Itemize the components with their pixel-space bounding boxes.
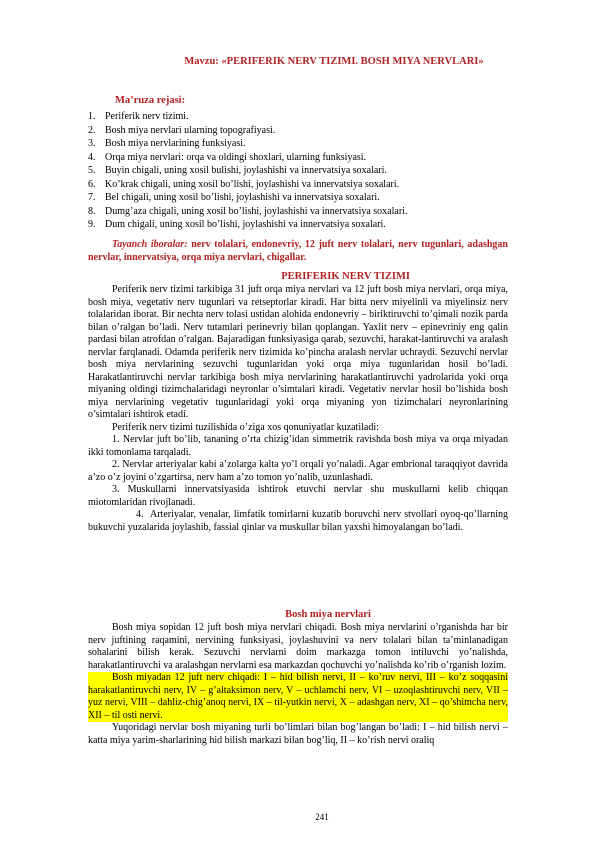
keywords-label: Tayanch iboralar: bbox=[112, 239, 188, 250]
plan-item-number: 7. bbox=[88, 192, 96, 203]
section-heading-peripheral: PERIFERIK NERV TIZIMI bbox=[281, 271, 410, 282]
paragraph: Yuqoridagi nervlar bosh miyaning turli bo’limlari bilan bog’langan bo’ladi: I – hid bilish nervi – katta miya yarim-sharlarining hid bilish markazi bilan bog’liq, II – ko’rish nervi oraliq bbox=[88, 722, 508, 746]
plan-item bbox=[88, 205, 407, 219]
plan-item-text: Ko’krak chigali, uning xosil bo’lishi, joylashishi va innervatsiya soxalari. bbox=[105, 178, 400, 190]
plan-item-text: Bosh miya nervlari ularning topografiyasi. bbox=[105, 124, 276, 136]
section-heading-cranial: Bosh miya nervlari bbox=[285, 609, 371, 620]
plan-item-text: Bosh miya nervlarining funksiyasi. bbox=[105, 138, 246, 149]
page-number: 241 bbox=[315, 812, 329, 822]
plan-item-text: Orqa miya nervlari: orqa va oldingi shoxlari, ularning funksiyasi. bbox=[105, 151, 367, 163]
plan-item bbox=[88, 124, 407, 138]
plan-item-text: Buyin chigali, uning xosil bulishi, joylashishi va innervatsiya soxalari. bbox=[105, 165, 387, 176]
plan-item bbox=[88, 191, 407, 205]
paragraph: Periferik nerv tizimi tarkibiga 31 juft orqa miya nervlari va 12 juft bosh miya nervlari, orqa miya, bosh miya, vegetativ nerv tugunlari va retseptorlar kiradi. Har bitta nerv miyelinli va miyelinsiz nerv tolalaridan iborat. Bir nechta nerv tolasi ustidan alohida endonevriy – biriktiruvchi to’qimali nozik parda bilan o’ralgan bo’ladi. Nerv tutamlari perinevriy bilan qoplangan. Yaxlit nerv – epinevriniy eng qalin pardasi bilan atrofdan o’ralgan. Bajaradigan funksiyasiga qarab, sezuvchi, harakat-lantiruvchi va aralash nervlar farqlanadi. Odamda periferik nerv tizimida ko’pincha aralash nervlar uchraydi. Sezuvchi nervlar bosh miya nervlarining sezuvchi tugunlaridan yoki orqa miya tugunlaridan hosil bo’ladi. Harakatlantiruvchi nervlar tarkibiga bosh miya nervlarining harakatlantiruvchi yadrolarida yoki orqa miyaning oldingi tizimchalaridagi neyronlar o’simtalari kiradi. Vegetativ nervlar hosil bo’lishida bosh miya nervlarining vegetativ tugunlaridagi yoki orqa miyaning yon tizimchalari neyronlarining o’simtalari ishtirok etadi. bbox=[88, 284, 508, 420]
section-peripheral-body bbox=[88, 284, 508, 534]
plan-item-number: 2. bbox=[88, 124, 96, 136]
plan-item bbox=[88, 164, 407, 178]
list-item: 2. Nervlar arteriyalar kabi a’zolarga kalta yo’l orqali yo’naladi. Agar embrional taraqqiyot davrida a’zo o’z joyini o’zgartirsa, nerv ham a’zo tomon yo’nalib, uzunlashadi. bbox=[88, 459, 508, 483]
plan-item bbox=[88, 151, 407, 165]
lecture-plan-heading: Ma’ruza rejasi: bbox=[115, 95, 186, 106]
plan-item-text: Dum chigali, uning xosil bo’lishi, joylashishi va innervatsiya soxalari. bbox=[105, 219, 386, 230]
plan-item-text: Bel chigali, uning xosil bo’lishi, joylashishi va innervatsiya soxalari. bbox=[105, 192, 380, 203]
list-item-number: 4. bbox=[136, 509, 144, 520]
plan-item-number: 8. bbox=[88, 205, 96, 217]
highlighted-paragraph: Bosh miyadan 12 juft nerv chiqadi: I – hid bilish nervi, II – ko’ruv nervi, III – ko’z soqqasini harakatlantiruvchi nerv, IV – g’altaksimon nerv, V – uchlamchi nerv, VI – uzoqlashtiruvchi nerv, VII – yuz nervi, VIII – dahliz-chig’anoq nervi, IX – til-yutkin nervi, X – adashgan nerv, XI – qo’shimcha nerv, XII – til osti nervi. bbox=[88, 672, 508, 721]
keywords-paragraph bbox=[88, 239, 508, 264]
paragraph: Periferik nerv tizimi tuzilishida o’ziga xos qonuniyatlar kuzatiladi: bbox=[112, 421, 379, 433]
list-item: 3. Muskullarni innervatsiyasida ishtirok etuvchi nervlar shu muskullarni kelib chiqqan miotomlaridan rivojlanadi. bbox=[88, 484, 508, 508]
lecture-plan-list bbox=[88, 110, 407, 232]
plan-item-number: 9. bbox=[88, 219, 96, 230]
keywords-text: nerv tolalari, endonevriy, 12 juft nerv tolalari, nerv tugunlari, adashgan nervlar, innervatsiya, orqa miya nervlari, chigallar. bbox=[88, 239, 508, 263]
plan-item-number: 4. bbox=[88, 151, 96, 163]
plan-item-text: Dumg’aza chigali, uning xosil bo’lishi, joylashishi va innervatsiya soxalari. bbox=[105, 205, 408, 217]
plan-item-number: 1. bbox=[88, 111, 96, 122]
paragraph: Bosh miya sopidan 12 juft bosh miya nervlari chiqadi. Bosh miya nervlarini o’rganishda har bir nerv juftining raqamini, nervining funksiyasi, joylashuvini va nerv tolalari bilan ta’minlanadigan sohalarini bilish kerak. Sezuvchi nervlarni doim markazga tomon intiluvchi yo’nalishda, harakatlantiruvchi va aralashgan nervlarni esa markazdan qochuvchi yo’nalishda ko’rib o’rganish lozim. bbox=[88, 622, 508, 671]
plan-item bbox=[88, 218, 407, 232]
list-item-text: Arteriyalar, venalar, limfatik tomirlarni kuzatib boruvchi nerv stvollari oyoq-qo’llarning bukuvchi yuzalarida joylashib, fassial qinlar va muskullar bilan yaxshi himoyalangan bo’ladi. bbox=[88, 509, 508, 533]
plan-item bbox=[88, 110, 407, 124]
plan-item-text: Periferik nerv tizimi. bbox=[105, 111, 189, 122]
section-cranial-body bbox=[88, 622, 508, 747]
plan-item-number: 6. bbox=[88, 178, 96, 190]
list-item bbox=[88, 509, 508, 534]
plan-item-number: 3. bbox=[88, 138, 96, 149]
plan-item bbox=[88, 178, 407, 192]
plan-item bbox=[88, 137, 407, 151]
page-title: Mavzu: «PERIFERIK NERV TIZIMI. BOSH MIYA NERVLARI» bbox=[184, 56, 484, 67]
list-item: 1. Nervlar juft bo’lib, tananing o’rta chizig’idan simmetrik ravishda bosh miya va orqa miyadan ikki tomonlama tarqaladi. bbox=[88, 434, 508, 458]
plan-item-number: 5. bbox=[88, 165, 96, 176]
